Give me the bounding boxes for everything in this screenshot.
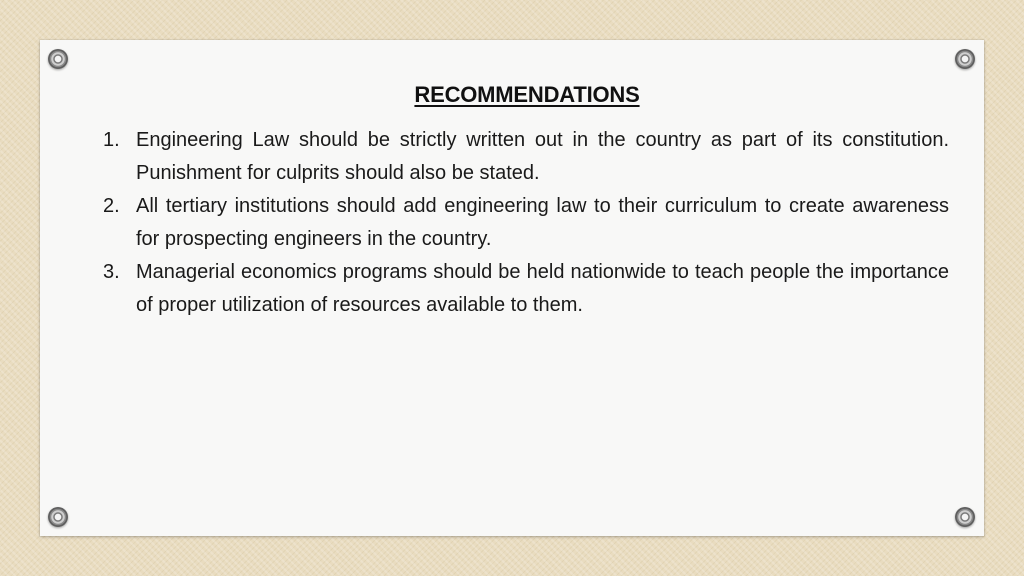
list-item-text: All tertiary institutions should add engineering law to their curriculum to create awareness for prospecting engineers in the country. (136, 195, 949, 250)
rivet-top-left-icon (48, 49, 68, 69)
slide-title: RECOMMENDATIONS (414, 82, 640, 107)
rivet-bottom-left-icon (48, 507, 68, 527)
list-item-number: 1. (103, 129, 120, 151)
list-item (103, 190, 949, 256)
list-item-number: 2. (103, 195, 120, 217)
list-item (103, 256, 949, 322)
recommendations-list (103, 124, 949, 322)
list-item-text: Managerial economics programs should be held nationwide to teach people the importance of proper utilization of resources available to them. (136, 261, 949, 316)
list-item-text: Engineering Law should be strictly written out in the country as part of its constitution. Punishment for culprits should also be stated. (136, 129, 949, 184)
rivet-bottom-right-icon (955, 507, 975, 527)
list-item (103, 124, 949, 190)
rivet-top-right-icon (955, 49, 975, 69)
list-item-number: 3. (103, 261, 120, 283)
